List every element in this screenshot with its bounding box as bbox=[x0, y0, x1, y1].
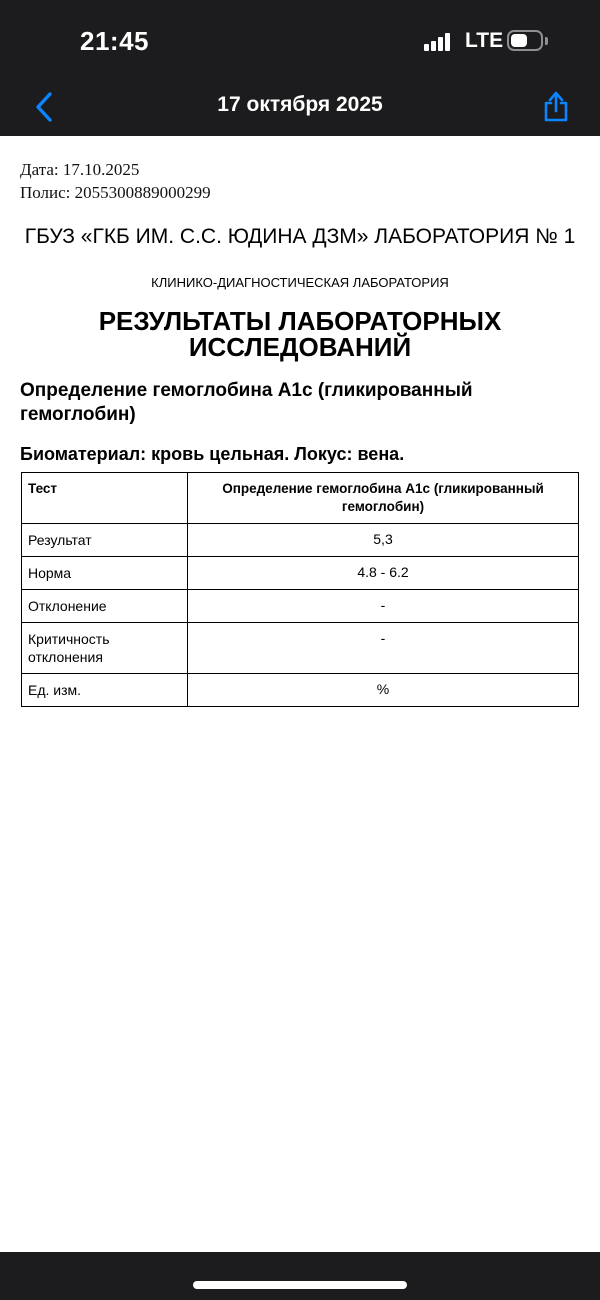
table-row bbox=[22, 524, 579, 557]
status-time: 21:45 bbox=[80, 26, 149, 56]
date-line: Дата: 17.10.2025 bbox=[20, 160, 140, 179]
nav-bar bbox=[0, 84, 600, 134]
table-cell-value: - bbox=[188, 623, 579, 674]
table-header-row bbox=[22, 473, 579, 524]
department-name: КЛИНИКО-ДИАГНОСТИЧЕСКАЯ ЛАБОРАТОРИЯ bbox=[151, 275, 449, 290]
document-title: РЕЗУЛЬТАТЫ ЛАБОРАТОРНЫХ ИССЛЕДОВАНИЙ bbox=[98, 306, 502, 362]
share-icon bbox=[540, 88, 572, 124]
test-name: Определение гемоглобина А1с (гликированный гемоглобин) bbox=[20, 380, 473, 425]
table-cell-value: 4.8 - 6.2 bbox=[188, 557, 579, 590]
table-row bbox=[22, 623, 579, 674]
table-cell-value: 5,3 bbox=[188, 524, 579, 557]
table-cell-value: - bbox=[188, 590, 579, 623]
organization-name: ГБУЗ «ГКБ ИМ. С.С. ЮДИНА ДЗМ» ЛАБОРАТОРИЯ № 1 bbox=[24, 225, 576, 248]
nav-title: 17 октября 2025 bbox=[217, 93, 383, 116]
table-row bbox=[22, 590, 579, 623]
network-type: LTE bbox=[465, 29, 504, 52]
table-cell-label: Результат bbox=[22, 524, 188, 557]
table-header: Определение гемоглобина А1с (гликированный гемоглобин) bbox=[188, 473, 579, 524]
status-bar bbox=[0, 0, 600, 84]
table-cell-label: Отклонение bbox=[22, 590, 188, 623]
table-cell-label: Норма bbox=[22, 557, 188, 590]
document-page[interactable] bbox=[0, 136, 600, 1252]
table-cell-label: Критичность отклонения bbox=[22, 623, 188, 674]
battery-cap bbox=[545, 37, 548, 45]
document-meta bbox=[20, 158, 211, 204]
table-cell-label: Ед. изм. bbox=[22, 674, 188, 707]
signal-icon bbox=[424, 31, 452, 51]
home-indicator[interactable] bbox=[193, 1281, 407, 1289]
share-button[interactable] bbox=[540, 88, 572, 124]
policy-line: Полис: 2055300889000299 bbox=[20, 183, 211, 202]
table-row bbox=[22, 557, 579, 590]
results-table bbox=[21, 472, 579, 707]
table-row bbox=[22, 674, 579, 707]
biomaterial-line: Биоматериал: кровь цельная. Локус: вена. bbox=[20, 444, 405, 464]
battery-icon bbox=[507, 30, 543, 51]
table-header: Тест bbox=[22, 473, 188, 524]
table-cell-value: % bbox=[188, 674, 579, 707]
